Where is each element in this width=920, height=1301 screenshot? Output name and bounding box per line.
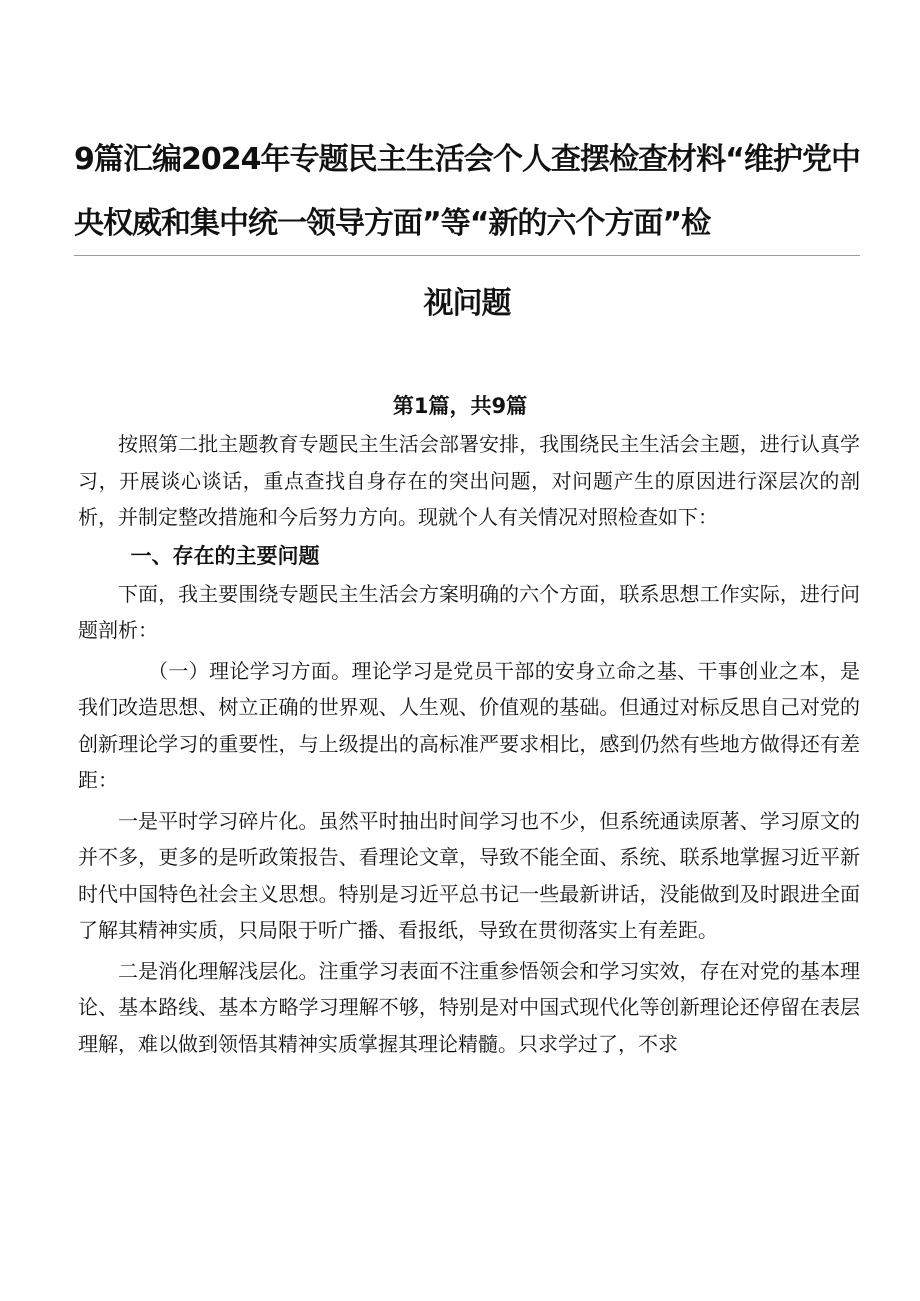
document-body	[78, 426, 860, 1062]
title-line-3: 视问题	[423, 286, 511, 321]
article-counter-heading: 第1篇，共9篇	[392, 394, 528, 418]
paragraph: 下面，我主要围绕专题民主生活会方案明确的六个方面，联系思想工作实际，进行问题剖析：	[78, 581, 860, 642]
subsection-paragraph: （一）理论学习方面。理论学习是党员干部的安身立命之基、干事创业之本，是我们改造思想、树立正确的世界观、人生观、价值观的基础。但通过对标反思自己对党的创新理论学习的重要性，与上级提出的高标准严要求相比，感到仍然有些地方做得还有差距：	[78, 658, 860, 792]
title-line-2: 央权威和集中统一领导方面”等“新的六个方面”检	[74, 192, 860, 256]
paragraph: 二是消化理解浅层化。注重学习表面不注重参悟领会和学习实效，存在对党的基本理论、基本路线、基本方略学习理解不够，特别是对中国式现代化等创新理论还停留在表层理解，难以做到领悟其精神实质掌握其理论精髓。只求学过了，不求	[78, 958, 860, 1056]
section-heading: 一、存在的主要问题	[130, 543, 320, 568]
document-title	[74, 128, 860, 336]
intro-paragraph: 按照第二批主题教育专题民主生活会部署安排，我围绕民主生活会主题，进行认真学习，开展谈心谈话，重点查找自身存在的突出问题，对问题产生的原因进行深层次的剖析，并制定整改措施和今后努力方向。现就个人有关情况对照检查如下：	[78, 432, 860, 529]
title-line-1: 9篇汇编2024年专题民主生活会个人查摆检查材料“维护党中	[74, 142, 860, 177]
paragraph: 一是平时学习碎片化。虽然平时抽出时间学习也不少，但系统通读原著、学习原文的并不多，更多的是听政策报告、看理论文章，导致不能全面、系统、联系地掌握习近平新时代中国特色社会主义思想。特别是习近平总书记一些最新讲话，没能做到及时跟进全面了解其精神实质，只局限于听广播、看报纸，导致在贯彻落实上有差距。	[78, 808, 860, 942]
